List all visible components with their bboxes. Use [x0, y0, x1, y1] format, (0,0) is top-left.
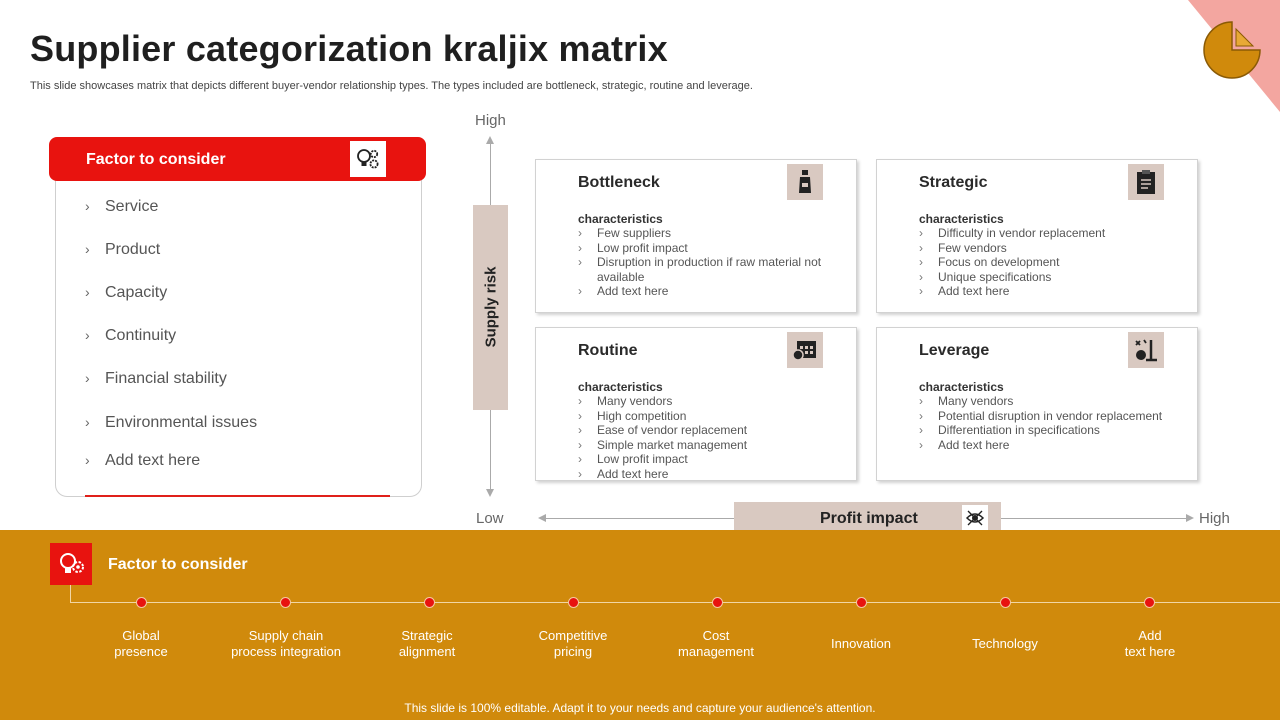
quadrant-title: Strategic	[919, 174, 988, 191]
list-item: › Few vendors	[919, 241, 1169, 256]
list-item: › Differentiation in specifications	[919, 423, 1169, 438]
list-item: › Add text here	[919, 284, 1169, 299]
y-axis-arrow-up	[486, 136, 494, 144]
quadrant-title: Bottleneck	[578, 174, 660, 191]
pie-chart-icon	[1203, 19, 1263, 79]
list-item: › Few suppliers	[578, 226, 828, 241]
list-item: › Ease of vendor replacement	[578, 423, 828, 438]
timeline-label: Global presence	[114, 628, 168, 659]
bulb-gears-icon	[350, 141, 386, 177]
list-item: › Capacity	[85, 284, 168, 301]
x-axis-arrow-right	[1186, 514, 1194, 522]
list-item: › Add text here	[919, 438, 1169, 453]
clipboard-icon	[1128, 164, 1164, 200]
list-item: › Many vendors	[919, 394, 1169, 409]
list-item: › Add text here	[578, 284, 828, 299]
balance-tools-icon	[1128, 332, 1164, 368]
timeline-title: Factor to consider	[108, 556, 248, 573]
timeline-label: Technology	[972, 636, 1038, 651]
y-axis-arrow-down	[486, 489, 494, 497]
quadrant-subtitle: characteristics	[578, 380, 663, 394]
factor-panel-header	[49, 137, 426, 181]
timeline-label: Add text here	[1124, 628, 1176, 659]
list-item: › Unique specifications	[919, 270, 1169, 285]
timeline-line	[70, 602, 1280, 603]
eye-target-icon	[962, 505, 988, 531]
x-axis-label: Profit impact	[820, 510, 918, 527]
list-item: › Potential disruption in vendor replacement	[919, 409, 1169, 424]
list-item: › Continuity	[85, 327, 177, 344]
timeline-dot	[424, 597, 435, 608]
list-item: › Financial stability	[85, 370, 227, 387]
timeline-label: Strategic alignment	[398, 628, 456, 659]
list-item: › Difficulty in vendor replacement	[919, 226, 1169, 241]
timeline-dot	[280, 597, 291, 608]
page-subtitle: This slide showcases matrix that depicts different buyer-vendor relationship types. The types included are bottleneck, strategic, routine and leverage.	[30, 80, 753, 92]
timeline-label: Innovation	[831, 636, 891, 651]
factor-panel-accent	[85, 495, 390, 497]
list-item: › Low profit impact	[578, 241, 828, 256]
list-item: › Add text here	[85, 452, 201, 469]
timeline-dot	[712, 597, 723, 608]
quadrant-list	[919, 226, 1169, 299]
x-axis-arrow-left	[538, 514, 546, 522]
list-item: › Product	[85, 241, 161, 258]
bulb-gear-icon	[50, 543, 92, 585]
timeline-dot	[1144, 597, 1155, 608]
quadrant-subtitle: characteristics	[578, 212, 663, 226]
quadrant-leverage	[876, 327, 1198, 481]
quadrant-title: Routine	[578, 342, 638, 359]
bottle-icon	[787, 164, 823, 200]
quadrant-bottleneck	[535, 159, 857, 313]
factor-panel-title: Factor to consider	[86, 151, 226, 168]
timeline-dot	[568, 597, 579, 608]
list-item: › Many vendors	[578, 394, 828, 409]
list-item: › Low profit impact	[578, 452, 828, 467]
x-axis-high-label: High	[1199, 510, 1230, 527]
calendar-gear-icon	[787, 332, 823, 368]
quadrant-title: Leverage	[919, 342, 990, 359]
list-item: › Simple market management	[578, 438, 828, 453]
list-item: › Add text here	[578, 467, 828, 482]
quadrant-routine	[535, 327, 857, 481]
list-item: › Focus on development	[919, 255, 1169, 270]
timeline-dot	[856, 597, 867, 608]
timeline-connector	[70, 585, 71, 603]
y-axis-label: Supply risk	[482, 266, 500, 348]
quadrant-list	[919, 394, 1169, 452]
quadrant-subtitle: characteristics	[919, 380, 1004, 394]
y-axis-high-label: High	[475, 112, 506, 129]
timeline-dot	[136, 597, 147, 608]
list-item: › Disruption in production if raw material not available	[578, 255, 828, 284]
list-item: › High competition	[578, 409, 828, 424]
list-item: › Environmental issues	[85, 414, 258, 431]
timeline-dot	[1000, 597, 1011, 608]
footer-note: This slide is 100% editable. Adapt it to your needs and capture your audience's attention.	[404, 701, 876, 715]
quadrant-list	[578, 394, 828, 482]
quadrant-list	[578, 226, 828, 299]
timeline-label: Competitive pricing	[538, 628, 608, 659]
quadrant-subtitle: characteristics	[919, 212, 1004, 226]
list-item: › Service	[85, 198, 159, 215]
timeline-label: Supply chain process integration	[231, 628, 341, 659]
page-title: Supplier categorization kraljix matrix	[30, 28, 668, 69]
quadrant-strategic	[876, 159, 1198, 313]
axis-low-label: Low	[476, 510, 504, 527]
timeline-label: Cost management	[678, 628, 754, 659]
